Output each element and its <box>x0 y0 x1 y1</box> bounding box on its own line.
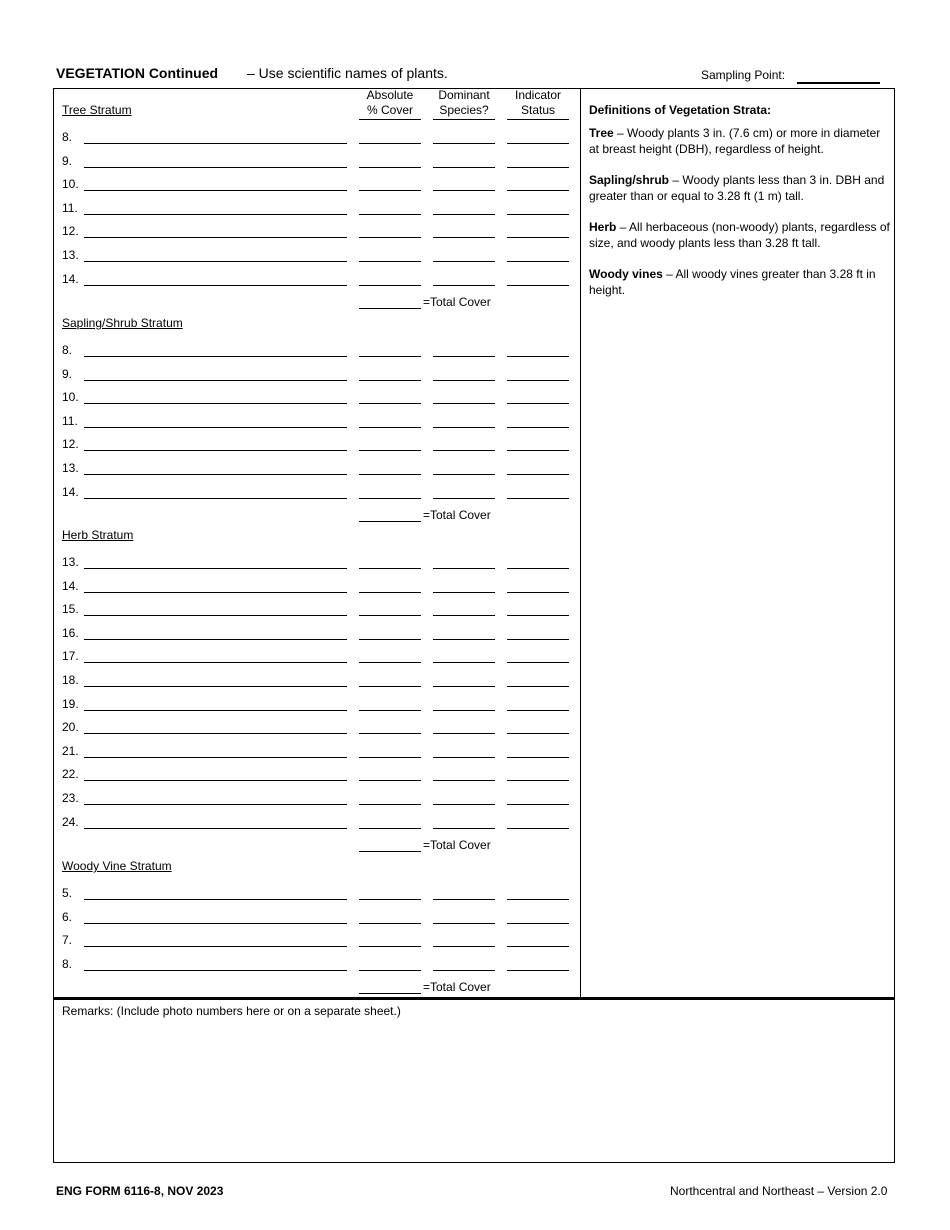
indicator-status-field[interactable] <box>507 403 569 404</box>
form-title: VEGETATION Continued <box>56 65 219 81</box>
dominant-species-field[interactable] <box>433 143 495 144</box>
species-name-field[interactable] <box>84 380 347 381</box>
dominant-species-field[interactable] <box>433 946 495 947</box>
indicator-status-field[interactable] <box>507 285 569 286</box>
row-number: 24. <box>62 814 79 829</box>
indicator-status-field[interactable] <box>507 143 569 144</box>
absolute-cover-field[interactable] <box>359 780 421 781</box>
dominant-species-field[interactable] <box>433 261 495 262</box>
dominant-species-field[interactable] <box>433 733 495 734</box>
section-title-sapling-shrub: Sapling/Shrub Stratum <box>62 316 183 330</box>
total-cover-label: =Total Cover <box>423 980 491 995</box>
section-title-woody-vine: Woody Vine Stratum <box>62 859 172 873</box>
header-absolute-cover: Absolute % Cover <box>366 88 414 117</box>
dominant-species-field[interactable] <box>433 167 495 168</box>
species-name-field[interactable] <box>84 498 347 499</box>
absolute-cover-field[interactable] <box>359 828 421 829</box>
row-number: 16. <box>62 625 79 640</box>
total-cover-label: =Total Cover <box>423 508 491 523</box>
absolute-cover-field[interactable] <box>359 167 421 168</box>
indicator-status-field[interactable] <box>507 733 569 734</box>
species-name-field[interactable] <box>84 568 347 569</box>
row-number: 17. <box>62 649 79 664</box>
indicator-status-field[interactable] <box>507 190 569 191</box>
total-cover-row <box>0 977 580 997</box>
row-number: 10. <box>62 177 79 192</box>
species-row <box>0 458 580 478</box>
header-underline <box>359 119 421 120</box>
species-name-field[interactable] <box>84 356 347 357</box>
species-name-field[interactable] <box>84 450 347 451</box>
species-row <box>0 340 580 360</box>
dominant-species-field[interactable] <box>433 450 495 451</box>
dominant-species-field[interactable] <box>433 757 495 758</box>
indicator-status-field[interactable] <box>507 568 569 569</box>
total-cover-field[interactable] <box>359 521 421 522</box>
species-name-field[interactable] <box>84 733 347 734</box>
dominant-species-field[interactable] <box>433 356 495 357</box>
dominant-species-field[interactable] <box>433 403 495 404</box>
total-cover-field[interactable] <box>359 851 421 852</box>
total-cover-field[interactable] <box>359 993 421 994</box>
absolute-cover-field[interactable] <box>359 474 421 475</box>
indicator-status-field[interactable] <box>507 899 569 900</box>
dominant-species-field[interactable] <box>433 828 495 829</box>
species-name-field[interactable] <box>84 639 347 640</box>
dominant-species-field[interactable] <box>433 710 495 711</box>
species-name-field[interactable] <box>84 828 347 829</box>
species-name-field[interactable] <box>84 237 347 238</box>
total-cover-field[interactable] <box>359 308 421 309</box>
definition-woody-vines: Woody vines – All woody vines greater than 3.28 ft in height. <box>589 267 876 297</box>
indicator-status-field[interactable] <box>507 828 569 829</box>
absolute-cover-field[interactable] <box>359 592 421 593</box>
indicator-status-field[interactable] <box>507 662 569 663</box>
total-cover-label: =Total Cover <box>423 295 491 310</box>
row-number: 13. <box>62 461 79 475</box>
absolute-cover-field[interactable] <box>359 757 421 758</box>
species-name-field[interactable] <box>84 686 347 687</box>
species-row <box>0 954 580 974</box>
dominant-species-field[interactable] <box>433 780 495 781</box>
absolute-cover-field[interactable] <box>359 285 421 286</box>
dominant-species-field[interactable] <box>433 923 495 924</box>
species-name-field[interactable] <box>84 143 347 144</box>
species-name-field[interactable] <box>84 710 347 711</box>
row-number: 5. <box>62 886 73 900</box>
absolute-cover-field[interactable] <box>359 261 421 262</box>
species-name-field[interactable] <box>84 615 347 616</box>
row-number: 6. <box>62 909 73 924</box>
dominant-species-field[interactable] <box>433 214 495 215</box>
species-row <box>0 387 580 407</box>
row-number: 18. <box>62 673 79 687</box>
dominant-species-field[interactable] <box>433 427 495 428</box>
indicator-status-field[interactable] <box>507 639 569 640</box>
species-row <box>0 599 580 619</box>
indicator-status-field[interactable] <box>507 592 569 593</box>
region-version: Northcentral and Northeast – Version 2.0 <box>670 1184 888 1198</box>
species-row <box>0 245 580 265</box>
species-name-field[interactable] <box>84 923 347 924</box>
row-number: 8. <box>62 956 73 971</box>
row-number: 13. <box>62 248 79 262</box>
absolute-cover-field[interactable] <box>359 686 421 687</box>
row-number: 15. <box>62 602 79 617</box>
species-row <box>0 623 580 643</box>
indicator-status-field[interactable] <box>507 946 569 947</box>
absolute-cover-field[interactable] <box>359 143 421 144</box>
species-row <box>0 552 580 572</box>
absolute-cover-field[interactable] <box>359 923 421 924</box>
section-title-tree: Tree Stratum <box>62 103 132 117</box>
absolute-cover-field[interactable] <box>359 639 421 640</box>
species-name-field[interactable] <box>84 970 347 971</box>
header-underline <box>507 119 569 120</box>
total-cover-row <box>0 292 580 312</box>
species-row <box>0 694 580 714</box>
dominant-species-field[interactable] <box>433 662 495 663</box>
species-name-field[interactable] <box>84 662 347 663</box>
dominant-species-field[interactable] <box>433 592 495 593</box>
species-row <box>0 646 580 666</box>
species-name-field[interactable] <box>84 167 347 168</box>
species-row <box>0 127 580 147</box>
row-number: 11. <box>62 200 78 215</box>
dominant-species-field[interactable] <box>433 899 495 900</box>
species-row <box>0 717 580 737</box>
row-number: 10. <box>62 390 79 405</box>
indicator-status-field[interactable] <box>507 427 569 428</box>
dominant-species-field[interactable] <box>433 285 495 286</box>
absolute-cover-field[interactable] <box>359 190 421 191</box>
row-number: 8. <box>62 343 73 357</box>
indicator-status-field[interactable] <box>507 450 569 451</box>
species-name-field[interactable] <box>84 757 347 758</box>
indicator-status-field[interactable] <box>507 380 569 381</box>
dominant-species-field[interactable] <box>433 190 495 191</box>
row-number: 8. <box>62 130 73 144</box>
row-number: 14. <box>62 484 79 499</box>
absolute-cover-field[interactable] <box>359 615 421 616</box>
definition-tree: Tree – Woody plants 3 in. (7.6 cm) or more in diameter at breast height (DBH), regardless of height. <box>589 126 881 156</box>
sampling-point-field[interactable] <box>797 82 880 84</box>
species-name-field[interactable] <box>84 592 347 593</box>
absolute-cover-field[interactable] <box>359 568 421 569</box>
species-name-field[interactable] <box>84 474 347 475</box>
column-divider <box>580 88 581 998</box>
total-cover-row <box>0 835 580 855</box>
species-name-field[interactable] <box>84 427 347 428</box>
absolute-cover-field[interactable] <box>359 237 421 238</box>
absolute-cover-field[interactable] <box>359 403 421 404</box>
row-number: 23. <box>62 791 79 805</box>
absolute-cover-field[interactable] <box>359 733 421 734</box>
row-number: 12. <box>62 437 79 452</box>
row-number: 13. <box>62 555 79 569</box>
species-row <box>0 364 580 384</box>
row-number: 7. <box>62 933 73 948</box>
absolute-cover-field[interactable] <box>359 450 421 451</box>
row-number: 19. <box>62 696 79 711</box>
indicator-status-field[interactable] <box>507 615 569 616</box>
dominant-species-field[interactable] <box>433 474 495 475</box>
dominant-species-field[interactable] <box>433 498 495 499</box>
row-number: 12. <box>62 224 79 239</box>
header-dominant-species: Dominant Species? <box>438 88 490 117</box>
species-row <box>0 764 580 784</box>
species-name-field[interactable] <box>84 261 347 262</box>
indicator-status-field[interactable] <box>507 757 569 758</box>
absolute-cover-field[interactable] <box>359 380 421 381</box>
dominant-species-field[interactable] <box>433 804 495 805</box>
dominant-species-field[interactable] <box>433 639 495 640</box>
dominant-species-field[interactable] <box>433 970 495 971</box>
species-name-field[interactable] <box>84 780 347 781</box>
species-row <box>0 411 580 431</box>
species-name-field[interactable] <box>84 899 347 900</box>
species-name-field[interactable] <box>84 214 347 215</box>
row-number: 20. <box>62 720 79 735</box>
absolute-cover-field[interactable] <box>359 899 421 900</box>
indicator-status-field[interactable] <box>507 261 569 262</box>
remarks-label: Remarks: (Include photo numbers here or on a separate sheet.) <box>62 1004 401 1018</box>
species-row <box>0 482 580 502</box>
species-name-field[interactable] <box>84 285 347 286</box>
dominant-species-field[interactable] <box>433 237 495 238</box>
absolute-cover-field[interactable] <box>359 970 421 971</box>
dominant-species-field[interactable] <box>433 568 495 569</box>
indicator-status-field[interactable] <box>507 498 569 499</box>
species-row <box>0 741 580 761</box>
section-title-herb: Herb Stratum <box>62 528 134 542</box>
sampling-point-label: Sampling Point: <box>701 68 786 82</box>
species-name-field[interactable] <box>84 403 347 404</box>
form-subtitle: – Use scientific names of plants. <box>247 65 448 81</box>
species-row <box>0 269 580 289</box>
indicator-status-field[interactable] <box>507 686 569 687</box>
species-row <box>0 788 580 808</box>
absolute-cover-field[interactable] <box>359 804 421 805</box>
indicator-status-field[interactable] <box>507 780 569 781</box>
species-row <box>0 151 580 171</box>
absolute-cover-field[interactable] <box>359 946 421 947</box>
dominant-species-field[interactable] <box>433 615 495 616</box>
indicator-status-field[interactable] <box>507 214 569 215</box>
total-cover-label: =Total Cover <box>423 838 491 853</box>
species-name-field[interactable] <box>84 190 347 191</box>
absolute-cover-field[interactable] <box>359 662 421 663</box>
definition-sapling-shrub: Sapling/shrub – Woody plants less than 3 in. DBH and greater than or equal to 3.28 ft (1 m) tall. <box>589 173 885 203</box>
indicator-status-field[interactable] <box>507 474 569 475</box>
species-row <box>0 930 580 950</box>
indicator-status-field[interactable] <box>507 356 569 357</box>
remarks-field[interactable] <box>53 998 895 1163</box>
absolute-cover-field[interactable] <box>359 214 421 215</box>
species-name-field[interactable] <box>84 946 347 947</box>
indicator-status-field[interactable] <box>507 167 569 168</box>
definition-herb: Herb – All herbaceous (non-woody) plants, regardless of size, and woody plants less than 3.28 ft tall. <box>589 220 890 250</box>
definitions-panel <box>589 102 891 313</box>
row-number: 9. <box>62 366 73 381</box>
absolute-cover-field[interactable] <box>359 710 421 711</box>
indicator-status-field[interactable] <box>507 804 569 805</box>
form-number: ENG FORM 6116-8, NOV 2023 <box>56 1184 224 1198</box>
indicator-status-field[interactable] <box>507 710 569 711</box>
species-row <box>0 670 580 690</box>
absolute-cover-field[interactable] <box>359 356 421 357</box>
row-number: 21. <box>62 743 79 758</box>
header-underline <box>433 119 495 120</box>
species-row <box>0 434 580 454</box>
species-row <box>0 907 580 927</box>
species-row <box>0 883 580 903</box>
species-row <box>0 174 580 194</box>
row-number: 11. <box>62 413 78 428</box>
dominant-species-field[interactable] <box>433 380 495 381</box>
row-number: 14. <box>62 578 79 593</box>
row-number: 9. <box>62 153 73 168</box>
definitions-title: Definitions of Vegetation Strata: <box>589 103 772 117</box>
row-number: 22. <box>62 767 79 782</box>
absolute-cover-field[interactable] <box>359 498 421 499</box>
species-row <box>0 576 580 596</box>
absolute-cover-field[interactable] <box>359 427 421 428</box>
species-row <box>0 198 580 218</box>
row-number: 14. <box>62 271 79 286</box>
indicator-status-field[interactable] <box>507 923 569 924</box>
dominant-species-field[interactable] <box>433 686 495 687</box>
indicator-status-field[interactable] <box>507 237 569 238</box>
species-row <box>0 221 580 241</box>
species-name-field[interactable] <box>84 804 347 805</box>
indicator-status-field[interactable] <box>507 970 569 971</box>
species-row <box>0 812 580 832</box>
total-cover-row <box>0 505 580 525</box>
header-indicator-status: Indicator Status <box>514 88 562 117</box>
